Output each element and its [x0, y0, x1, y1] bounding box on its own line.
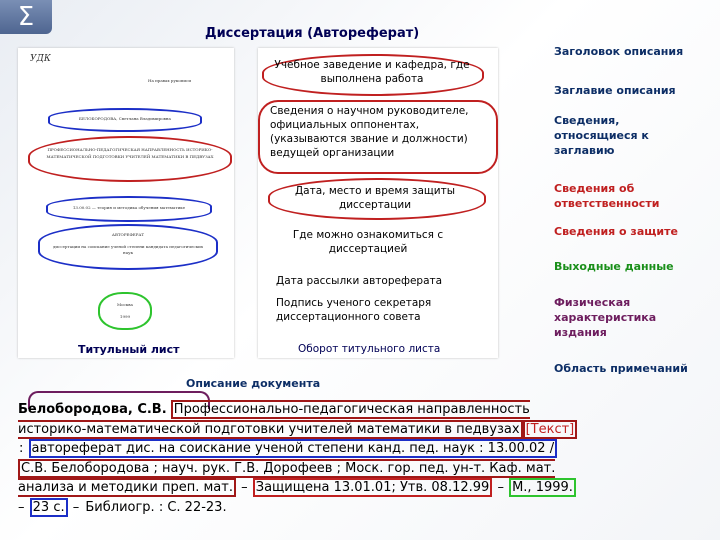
- udc-logo: УДК: [30, 54, 51, 64]
- label-title-info: Сведения, относящиеся к заглавию: [554, 114, 649, 157]
- tp-author: БЕЛОБОРОДОВА, Светлана Владимировна: [79, 116, 171, 121]
- tp-doctype: АВТОРЕФЕРАТ: [111, 232, 145, 237]
- desc-dash-2: –: [493, 480, 509, 495]
- title-page-caption: Титульный лист: [78, 343, 180, 356]
- corner-note: На правах рукописи: [148, 78, 191, 83]
- specialty-oval: [46, 196, 212, 222]
- description-heading: Описание документа: [186, 377, 321, 390]
- page-title: Диссертация (Автореферат): [205, 26, 420, 41]
- bibliographic-description: [18, 400, 578, 517]
- label-heading: Заголовок описания: [554, 45, 684, 58]
- desc-responsibility: С.В. Белобородова ; науч. рук. Г.В. Дорофеев ; Моск. гор. пед. ун-т. Каф. мат. анализа и методики преп. мат.: [18, 460, 556, 495]
- degree-oval: [38, 224, 218, 270]
- tp-city: Москва: [117, 302, 133, 307]
- desc-extent: 23 с.: [30, 498, 68, 517]
- rp-where: Где можно ознакомиться с диссертацией: [292, 229, 444, 255]
- title-page-image: [18, 48, 234, 358]
- desc-dash-4: –: [68, 499, 84, 515]
- reverse-page-caption: Оборот титульного листа: [298, 343, 441, 355]
- sigma-logo: Σ: [0, 0, 52, 34]
- desc-sep: :: [19, 441, 28, 456]
- tp-year: 1999: [119, 314, 131, 319]
- label-responsibility: Сведения об ответственности: [554, 182, 660, 210]
- desc-title-main: Профессионально-педагогическая направленность историко-математической подготовки учителей математики в педвузах: [18, 402, 530, 437]
- desc-gmd: [Текст]: [523, 420, 578, 439]
- rp-mailing: Дата рассылки автореферата: [276, 275, 443, 287]
- label-notes: Область примечаний: [554, 362, 688, 375]
- desc-notes: Библиогр. : С. 22-23.: [85, 499, 227, 515]
- tp-specialty: 13.00.02 — теория и методика обучения математике: [72, 205, 186, 210]
- rp-supervisor: Сведения о научном руководителе, официальных оппонентах, (указываются звание и должности) ведущей организации: [270, 105, 469, 159]
- tp-degree: диссертации на соискание ученой степени кандидата педагогических наук: [52, 244, 204, 255]
- tp-title: ПРОФЕССИОНАЛЬНО-ПЕДАГОГИЧЕСКАЯ НАПРАВЛЕННОСТЬ ИСТОРИКО-МАТЕМАТИЧЕСКОЙ ПОДГОТОВКИ УЧИТЕЛЕЙ МАТЕМАТИКИ В ПЕДВУЗАХ: [46, 147, 214, 159]
- desc-defense: Защищена 13.01.01; Утв. 08.12.99: [253, 478, 493, 497]
- author-oval: [48, 108, 202, 132]
- label-physical: Физическая характеристика издания: [554, 296, 657, 339]
- rp-defense: Дата, место и время защиты диссертации: [294, 185, 456, 211]
- desc-dash-3: –: [18, 499, 29, 515]
- title-oval: [28, 136, 232, 182]
- label-defense: Сведения о защите: [554, 225, 678, 238]
- label-imprint: Выходные данные: [554, 260, 674, 273]
- desc-dash-1: –: [236, 480, 252, 495]
- imprint-oval: [98, 292, 152, 330]
- rp-signature: Подпись ученого секретаря диссертационного совета: [276, 297, 432, 323]
- label-title-area: Заглавие описания: [554, 84, 676, 97]
- desc-imprint: М., 1999.: [509, 478, 576, 497]
- desc-other-title: автореферат дис. на соискание ученой степени канд. пед. наук : 13.00.02 /: [29, 439, 558, 458]
- rp-institution: Учебное заведение и кафедра, где выполнена работа: [274, 59, 470, 85]
- desc-author: Белобородова, С.В.: [18, 402, 167, 417]
